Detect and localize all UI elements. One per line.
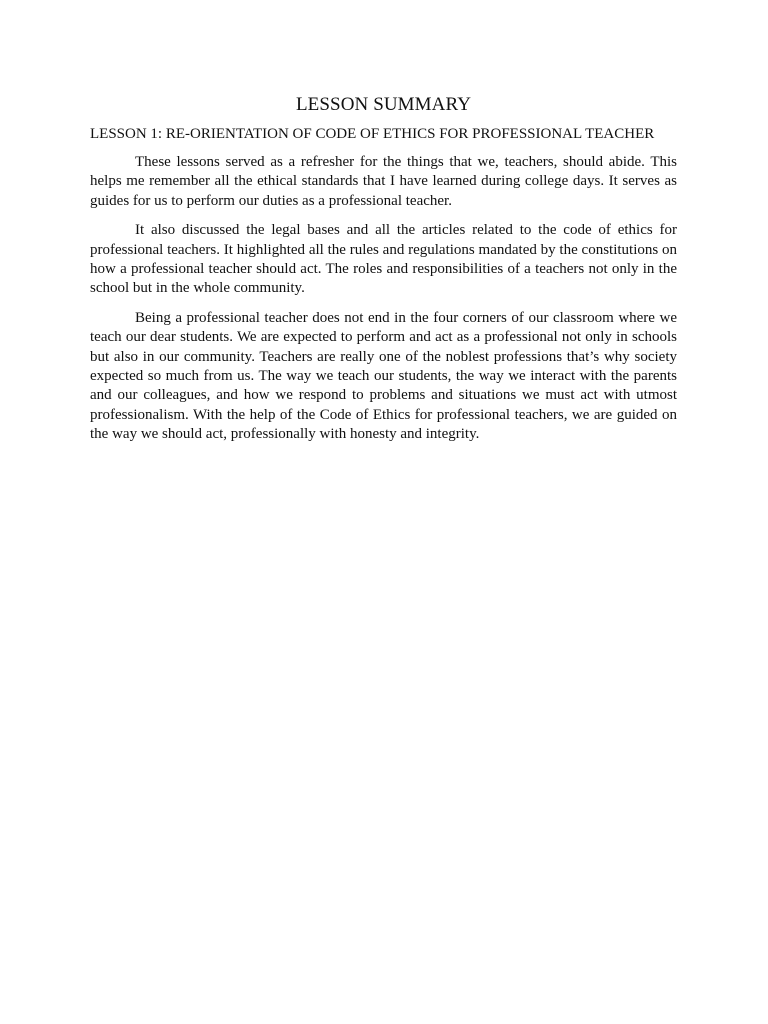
page-title: LESSON SUMMARY — [295, 94, 472, 115]
paragraph-1: These lessons served as a refresher for the things that we, teachers, should abide. This helps me remember all the ethical standards that I have learned during college days. It serves as guides for us to perform our duties as a professional teacher. — [90, 154, 677, 209]
document-body — [90, 92, 677, 455]
paragraph-3: Being a professional teacher does not end in the four corners of our classroom where we teach our dear students. We are expected to perform and act as a professional not only in schools but also in our community. Teachers are really one of the noblest professions that’s why society expected so much from us. The way we teach our students, the way we interact with the parents and our colleagues, and how we respond to problems and situations we must act with utmost professionalism. With the help of the Code of Ethics for professional teachers, we are guided on the way we should act, professionally with honesty and integrity. — [90, 309, 677, 443]
lesson-heading: LESSON 1: RE-ORIENTATION OF CODE OF ETHICS FOR PROFESSIONAL TEACHER — [90, 126, 655, 142]
paragraph-2: It also discussed the legal bases and all the articles related to the code of ethics for professional teachers. It highlighted all the rules and regulations mandated by the constitutions on how a professional teacher should act. The roles and responsibilities of a teachers not only in the school but in the whole community. — [90, 222, 677, 297]
